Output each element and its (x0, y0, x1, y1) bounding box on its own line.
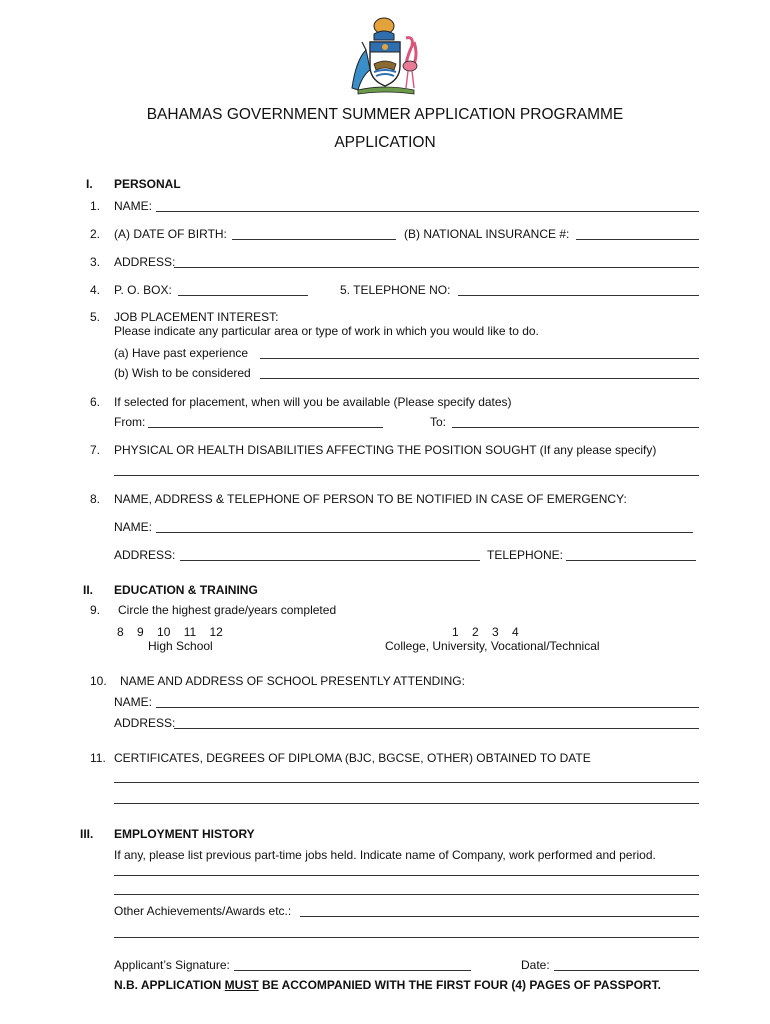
job-experience-label: (a) Have past experience (114, 346, 249, 360)
item-number: 4. (90, 283, 101, 297)
nib-field[interactable] (576, 239, 699, 240)
high-school-label: High School (148, 639, 213, 653)
signature-label: Applicant’s Signature: (114, 958, 230, 972)
job-consider-field[interactable] (260, 378, 699, 379)
emergency-name-field[interactable] (156, 532, 693, 533)
section-number: II. (83, 583, 94, 597)
job-experience-field[interactable] (260, 358, 699, 359)
school-address-field[interactable] (174, 728, 699, 729)
college-label: College, University, Vocational/Technical (385, 639, 600, 653)
item-number: 1. (90, 199, 101, 213)
name-label: NAME: (114, 199, 153, 213)
item-number: 10. (90, 674, 107, 688)
telephone-field[interactable] (458, 295, 699, 296)
employment-field-line-1[interactable] (114, 875, 699, 876)
job-interest-instruction: Please indicate any particular area or type of work in which you would like to do. (114, 324, 539, 338)
job-consider-label: (b) Wish to be considered (114, 366, 251, 380)
emergency-telephone-field[interactable] (566, 560, 696, 561)
item-number: 5. (90, 310, 101, 324)
grade-question: Circle the highest grade/years completed (118, 603, 337, 617)
dob-label: (A) DATE OF BIRTH: (114, 227, 227, 241)
emergency-address-field[interactable] (180, 560, 480, 561)
pobox-label: P. O. BOX: (114, 283, 172, 297)
emergency-question: NAME, ADDRESS & TELEPHONE OF PERSON TO BE NOTIFIED IN CASE OF EMERGENCY: (114, 492, 627, 506)
item-number: 11. (90, 751, 106, 765)
section-number: III. (80, 827, 94, 841)
other-achievements-field-line-2[interactable] (114, 937, 699, 938)
passport-note-must: MUST (224, 978, 259, 992)
emergency-telephone-label: TELEPHONE: (487, 548, 564, 562)
passport-note-prefix: N.B. APPLICATION (114, 978, 225, 992)
item-number: 2. (90, 227, 101, 241)
form-subtitle: APPLICATION (334, 134, 436, 151)
school-address-label: ADDRESS: (114, 716, 176, 730)
school-name-field[interactable] (156, 707, 699, 708)
name-field[interactable] (156, 211, 699, 212)
to-date-field[interactable] (452, 427, 699, 428)
certificates-question: CERTIFICATES, DEGREES OF DIPLOMA (BJC, BGCSE, OTHER) OBTAINED TO DATE (114, 751, 591, 765)
pobox-field[interactable] (178, 295, 308, 296)
emergency-name-label: NAME: (114, 520, 153, 534)
item-number: 8. (90, 492, 101, 506)
item-number: 9. (90, 603, 101, 617)
job-interest-title: JOB PLACEMENT INTEREST: (114, 310, 279, 324)
section-number: I. (86, 177, 93, 191)
passport-note (114, 978, 661, 992)
section-title-employment: EMPLOYMENT HISTORY (114, 827, 255, 841)
address-label: ADDRESS: (114, 255, 176, 269)
high-school-grades[interactable]: 8 9 10 11 12 (117, 625, 223, 639)
certificates-field-line-1[interactable] (114, 782, 699, 783)
dob-field[interactable] (232, 239, 396, 240)
emergency-address-label: ADDRESS: (114, 548, 176, 562)
disabilities-field[interactable] (114, 475, 699, 476)
item-number: 6. (90, 395, 101, 409)
date-field[interactable] (554, 970, 699, 971)
section-title-education: EDUCATION & TRAINING (114, 583, 258, 597)
item-number: 3. (90, 255, 101, 269)
to-label: To: (430, 415, 447, 429)
coat-of-arms-emblem (344, 14, 428, 98)
passport-note-suffix: BE ACCOMPANIED WITH THE FIRST FOUR (4) PAGES OF PASSPORT. (258, 978, 661, 992)
item-number: 7. (90, 443, 101, 457)
school-question: NAME AND ADDRESS OF SCHOOL PRESENTLY ATTENDING: (120, 674, 465, 688)
other-achievements-field[interactable] (300, 916, 699, 917)
address-field[interactable] (174, 267, 699, 268)
section-title-personal: PERSONAL (114, 177, 181, 191)
nib-label: (B) NATIONAL INSURANCE #: (404, 227, 570, 241)
form-title: BAHAMAS GOVERNMENT SUMMER APPLICATION PROGRAMME (146, 106, 624, 123)
employment-instruction: If any, please list previous part-time jobs held. Indicate name of Company, work performed and period. (114, 848, 656, 862)
date-label: Date: (521, 958, 550, 972)
signature-field[interactable] (234, 970, 471, 971)
telephone-label: 5. TELEPHONE NO: (340, 283, 451, 297)
school-name-label: NAME: (114, 695, 153, 709)
disabilities-question: PHYSICAL OR HEALTH DISABILITIES AFFECTING THE POSITION SOUGHT (If any please specify) (114, 443, 657, 457)
from-date-field[interactable] (148, 427, 383, 428)
certificates-field-line-2[interactable] (114, 803, 699, 804)
college-years[interactable]: 1 2 3 4 (452, 625, 519, 639)
from-label: From: (114, 415, 146, 429)
employment-field-line-2[interactable] (114, 894, 699, 895)
availability-question: If selected for placement, when will you be available (Please specify dates) (114, 395, 512, 409)
other-achievements-label: Other Achievements/Awards etc.: (114, 904, 292, 918)
